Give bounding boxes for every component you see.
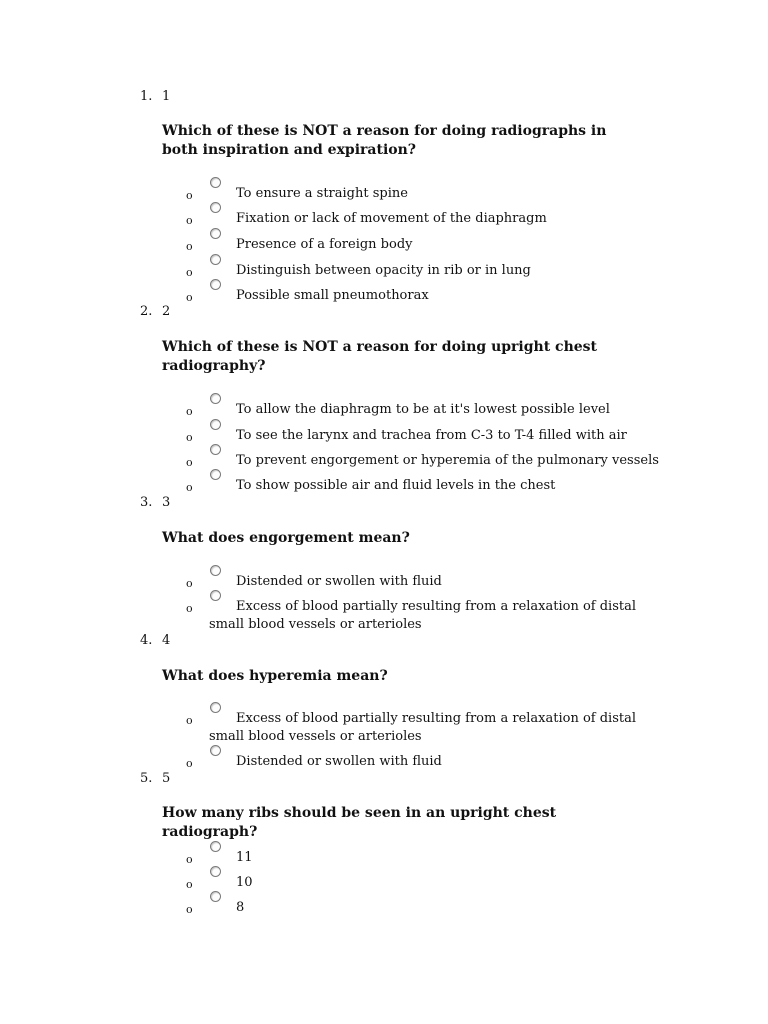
bullet: o: [186, 266, 193, 279]
option-label: 10: [236, 875, 253, 890]
radio-button[interactable]: [210, 228, 221, 239]
radio-button[interactable]: [210, 565, 221, 576]
list-number: 1.: [140, 89, 153, 104]
option-label: 8: [236, 900, 245, 915]
option-label: To see the larynx and trachea from C-3 to T-4 filled with air: [236, 428, 627, 443]
option-label: To show possible air and fluid levels in the chest: [236, 478, 556, 493]
question-text: Which of these is NOT a reason for doing upright chest radiography?: [162, 339, 598, 374]
bullet: o: [186, 481, 193, 494]
list-number: 3.: [140, 495, 153, 510]
question-id: 4: [162, 633, 171, 648]
question-id: 5: [162, 771, 171, 786]
bullet: o: [186, 714, 193, 727]
question-number: [140, 495, 170, 511]
radio-button[interactable]: [210, 745, 221, 756]
list-number: 2.: [140, 304, 153, 319]
option-label: Distended or swollen with fluid: [236, 754, 442, 769]
question-id: 1: [162, 89, 171, 104]
bullet: o: [186, 405, 193, 418]
bullet: o: [186, 878, 193, 891]
option-label: To prevent engorgement or hyperemia of the pulmonary vessels: [236, 453, 659, 468]
question-text: Which of these is NOT a reason for doing radiographs in both inspiration and expiration?: [162, 123, 607, 158]
radio-button[interactable]: [210, 202, 221, 213]
bullet: o: [186, 903, 193, 916]
option-label: Distinguish between opacity in rib or in lung: [236, 263, 531, 278]
question-number: [140, 633, 170, 649]
radio-button[interactable]: [210, 866, 221, 877]
radio-button[interactable]: [210, 841, 221, 852]
question-number: [140, 89, 170, 105]
bullet: o: [186, 577, 193, 590]
option-label: Excess of blood partially resulting from a relaxation of distal small blood vessels or arterioles: [209, 599, 637, 632]
bullet: o: [186, 240, 193, 253]
question-number: [140, 304, 170, 320]
bullet: o: [186, 189, 193, 202]
list-number: 4.: [140, 633, 153, 648]
radio-button[interactable]: [210, 393, 221, 404]
option-label: 11: [236, 850, 253, 865]
option-label: Fixation or lack of movement of the diaphragm: [236, 211, 547, 226]
radio-button[interactable]: [210, 891, 221, 902]
bullet: o: [186, 757, 193, 770]
bullet: o: [186, 291, 193, 304]
option-label: To ensure a straight spine: [236, 186, 408, 201]
question-number: [140, 771, 170, 787]
bullet: o: [186, 456, 193, 469]
radio-button[interactable]: [210, 254, 221, 265]
option-label: To allow the diaphragm to be at it's lowest possible level: [236, 402, 610, 417]
bullet: o: [186, 214, 193, 227]
bullet: o: [186, 853, 193, 866]
radio-button[interactable]: [210, 419, 221, 430]
bullet: o: [186, 602, 193, 615]
option-label: Presence of a foreign body: [236, 237, 413, 252]
option-label: Distended or swollen with fluid: [236, 574, 442, 589]
question-text: What does engorgement mean?: [162, 530, 410, 546]
option-label: Possible small pneumothorax: [236, 288, 429, 303]
question-id: 2: [162, 304, 171, 319]
question-id: 3: [162, 495, 171, 510]
list-number: 5.: [140, 771, 153, 786]
radio-button[interactable]: [210, 279, 221, 290]
question-text: How many ribs should be seen in an upright chest radiograph?: [162, 805, 557, 840]
question-text: What does hyperemia mean?: [162, 668, 388, 684]
radio-button[interactable]: [210, 469, 221, 480]
bullet: o: [186, 431, 193, 444]
radio-button[interactable]: [210, 177, 221, 188]
option-label: Excess of blood partially resulting from a relaxation of distal small blood vessels or arterioles: [209, 711, 637, 744]
radio-button[interactable]: [210, 444, 221, 455]
